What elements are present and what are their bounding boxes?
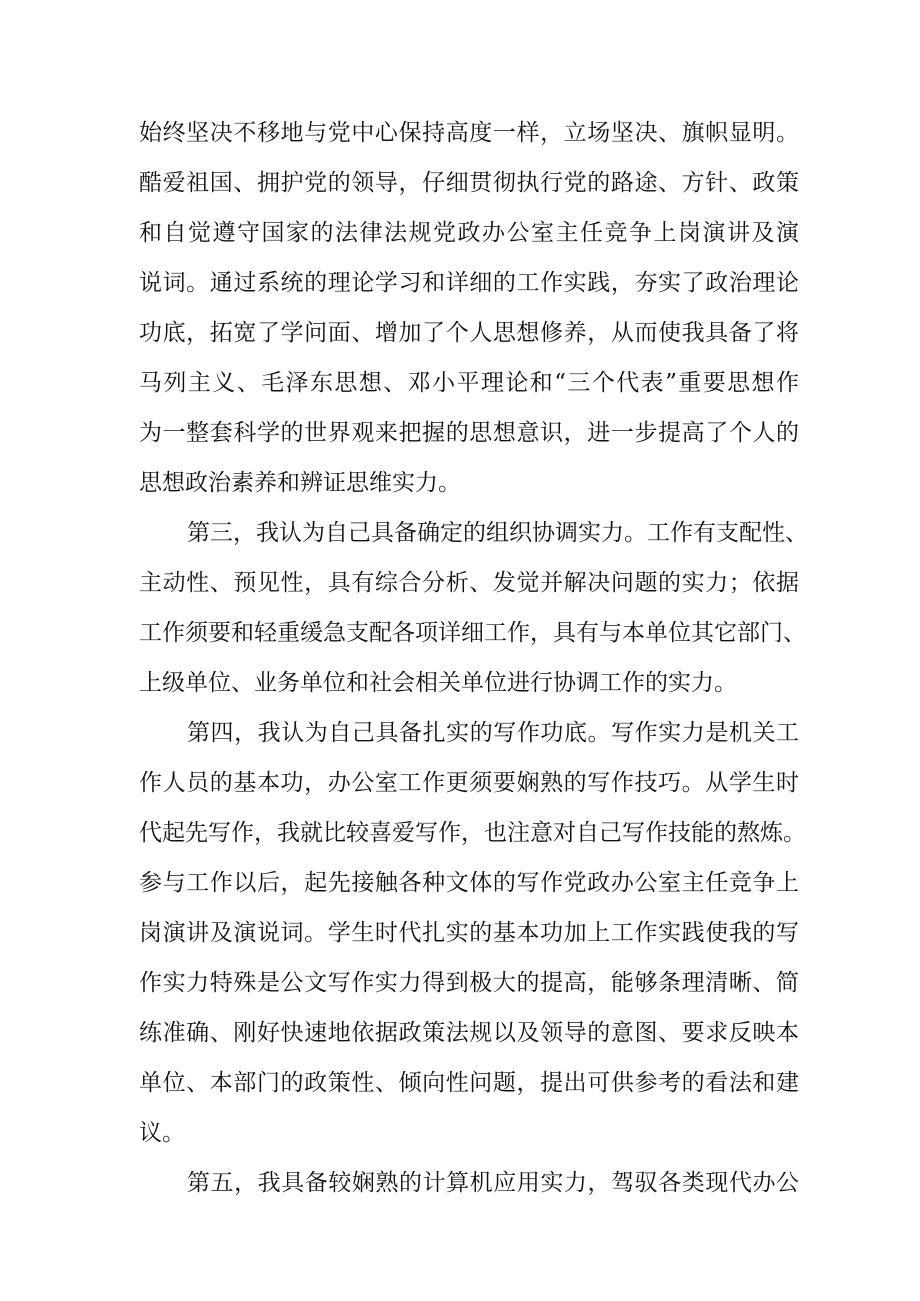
text-line: 为一整套科学的世界观来把握的思想意识，进一步提高了个人的 bbox=[139, 420, 799, 446]
text-line: 和自觉遵守国家的法律法规党政办公室主任竞争上岗演讲及演 bbox=[139, 220, 799, 246]
text-line: 思想政治素养和辨证思维实力。 bbox=[139, 470, 461, 496]
text-line: 练准确、刚好快速地依据政策法规以及领导的意图、要求反映本 bbox=[139, 1020, 799, 1046]
text-line: 说词。通过系统的理论学习和详细的工作实践，夯实了政治理论 bbox=[139, 270, 799, 296]
text-line: 参与工作以后，起先接触各种文体的写作党政办公室主任竞争上 bbox=[139, 870, 799, 896]
text-line: 工作须要和轻重缓急支配各项详细工作，具有与本单位其它部门、 bbox=[139, 620, 806, 646]
text-line: 始终坚决不移地与党中心保持高度一样，立场坚决、旗帜显明。 bbox=[139, 120, 799, 146]
text-line: 作人员的基本功，办公室工作更须要娴熟的写作技巧。从学生时 bbox=[139, 770, 799, 796]
paragraph-first-line: 第三，我认为自己具备确定的组织协调实力。工作有支配性、 bbox=[187, 520, 808, 546]
text-line: 酷爱祖国、拥护党的领导，仔细贯彻执行党的路途、方针、政策 bbox=[139, 170, 799, 196]
text-line: 单位、本部门的政策性、倾向性问题，提出可供参考的看法和建 bbox=[139, 1070, 799, 1096]
text-line: 主动性、预见性，具有综合分析、发觉并解决问题的实力；依据 bbox=[139, 570, 799, 596]
text-line: 马列主义、毛泽东思想、邓小平理论和“三个代表”重要思想作 bbox=[139, 370, 799, 396]
text-line: 上级单位、业务单位和社会相关单位进行协调工作的实力。 bbox=[139, 670, 737, 696]
text-line: 岗演讲及演说词。学生时代扎实的基本功加上工作实践使我的写 bbox=[139, 920, 799, 946]
text-line: 议。 bbox=[139, 1120, 185, 1146]
paragraph-first-line: 第四，我认为自己具备扎实的写作功底。写作实力是机关工 bbox=[187, 720, 799, 746]
text-line: 功底，拓宽了学问面、增加了个人思想修养，从而使我具备了将 bbox=[139, 320, 799, 346]
paragraph-first-line: 第五，我具备较娴熟的计算机应用实力，驾驭各类现代办公 bbox=[187, 1170, 799, 1196]
text-line: 代起先写作，我就比较喜爱写作，也注意对自己写作技能的熬炼。 bbox=[139, 820, 806, 846]
text-line: 作实力特殊是公文写作实力得到极大的提高，能够条理清晰、简 bbox=[139, 970, 799, 996]
